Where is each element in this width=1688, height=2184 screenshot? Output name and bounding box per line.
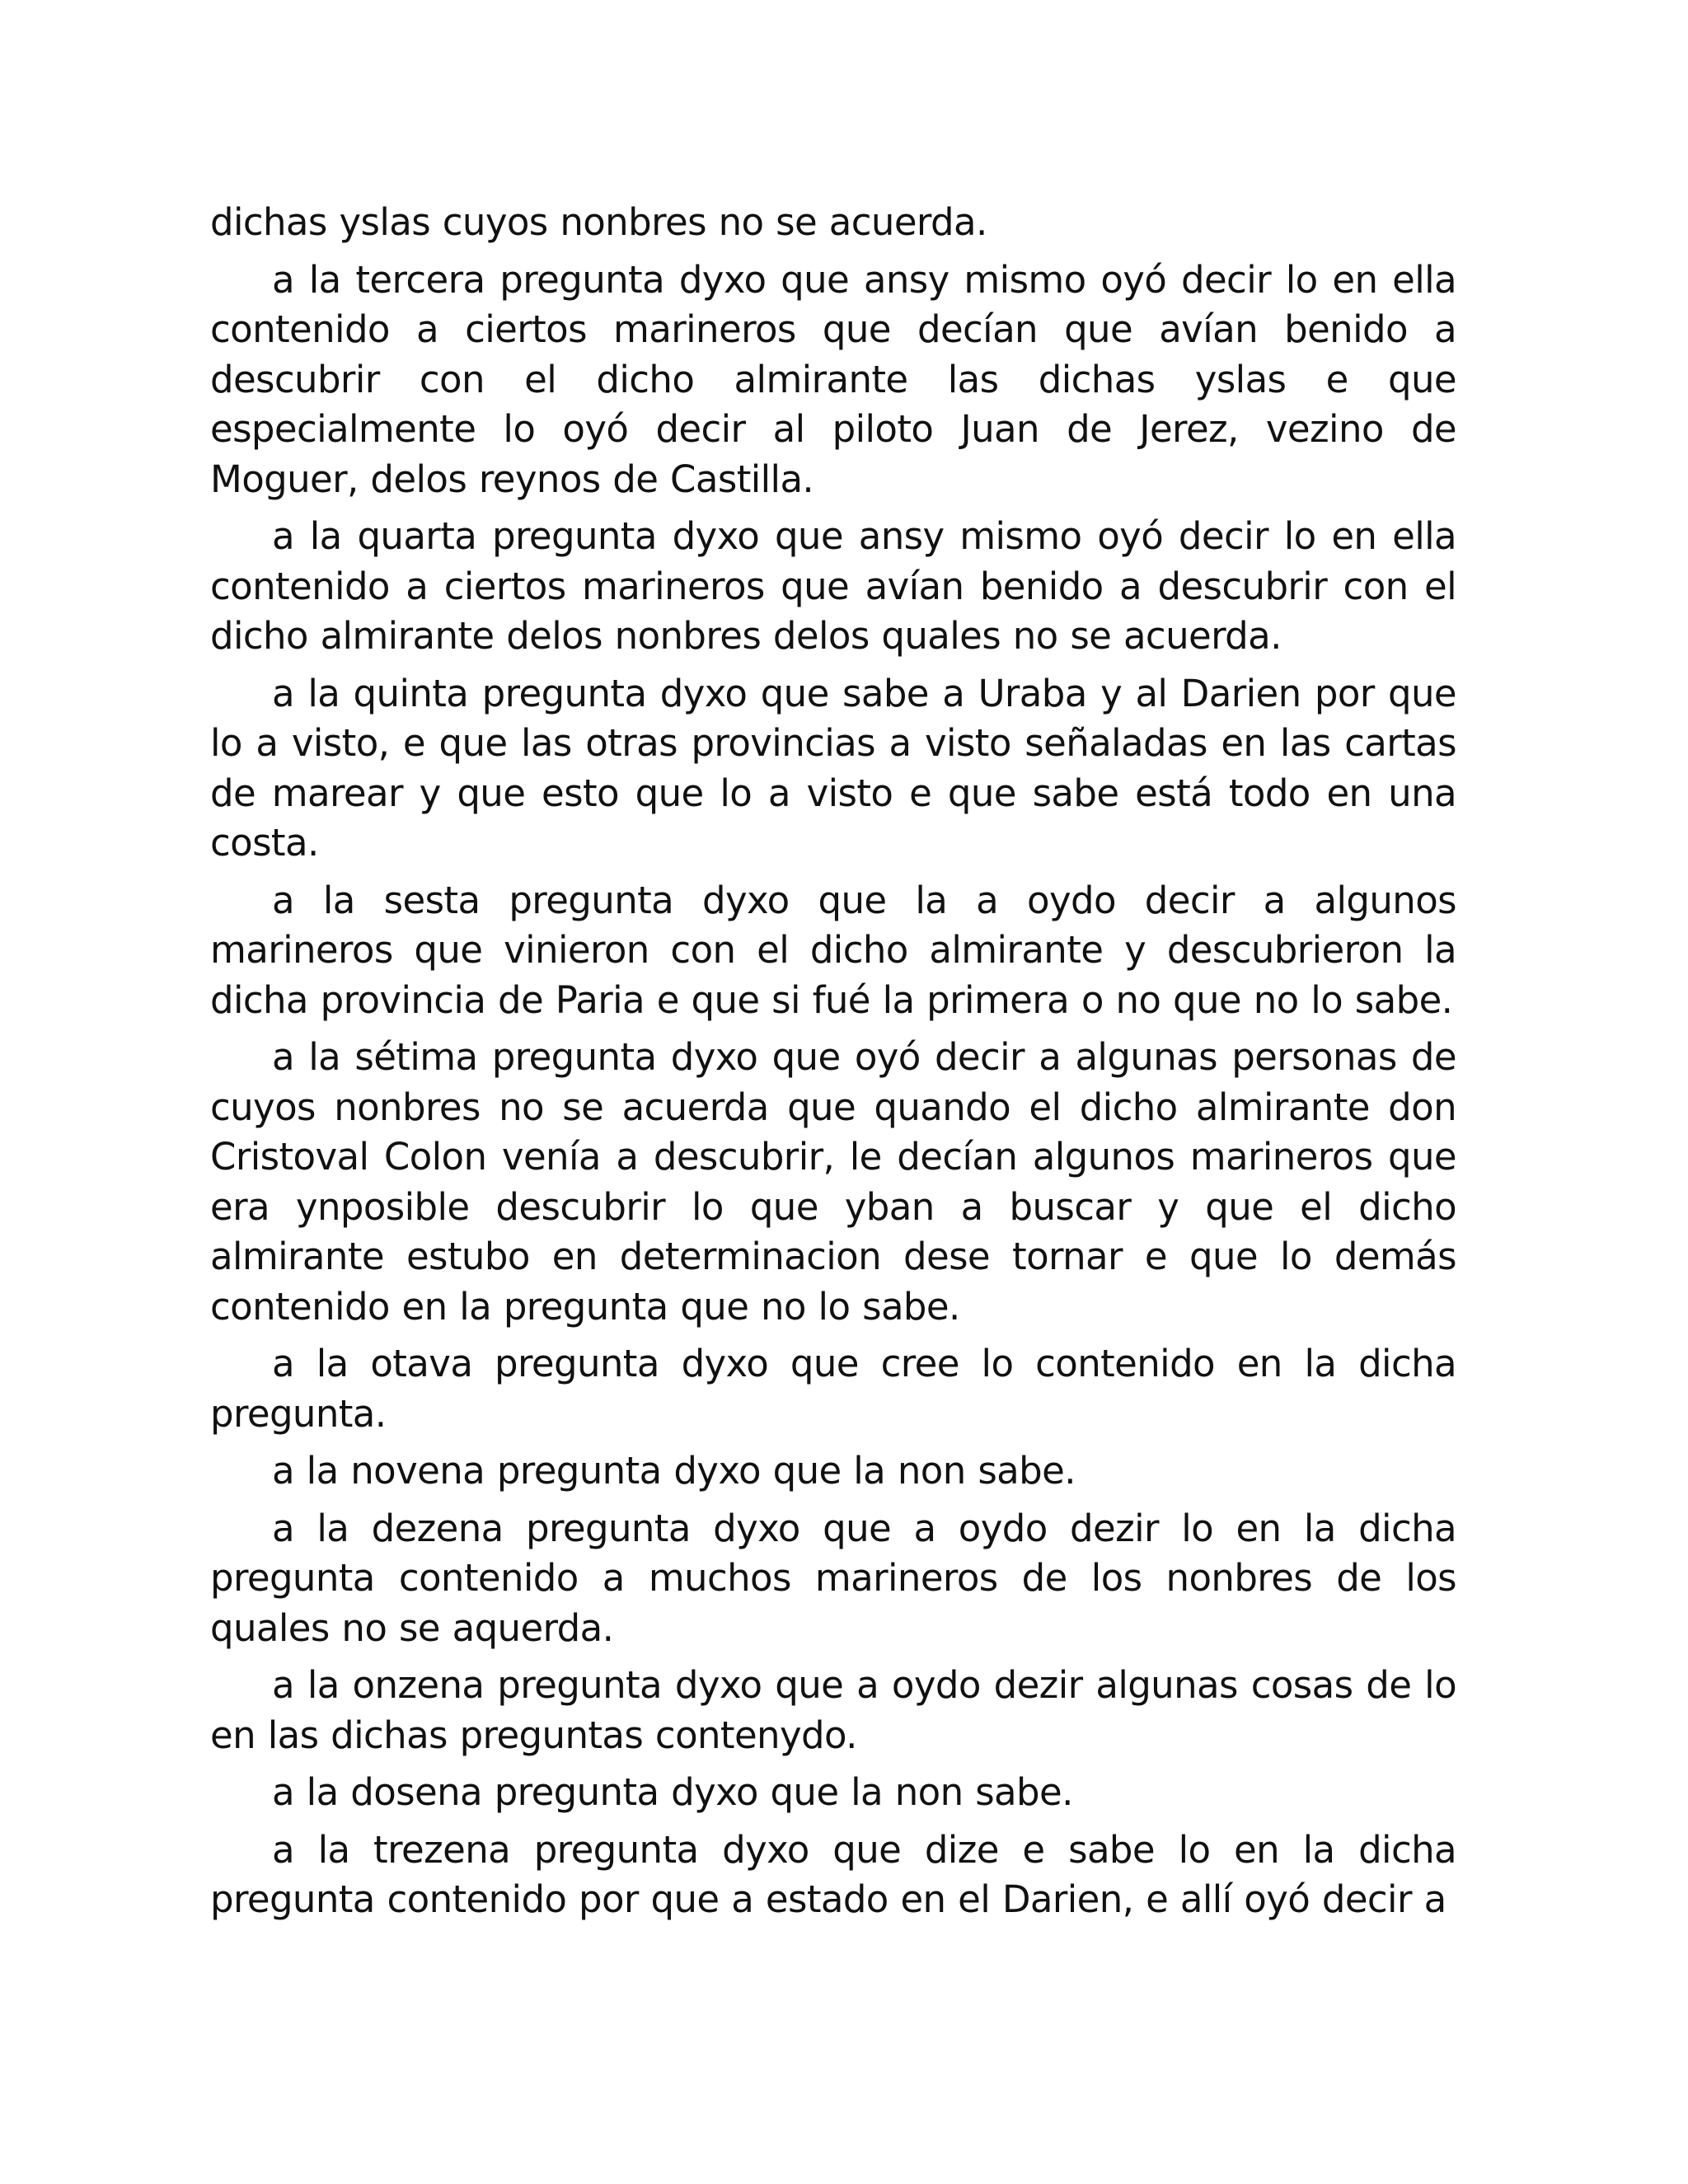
paragraph-tercera: a la tercera pregunta dyxo que ansy mismo oyó decir lo en ella contenido a ciertos marineros que decían que avían benido a descubrir con el dicho almirante las dichas yslas e que especialmente lo oyó decir al piloto Juan de Jerez, vezino de Moguer, delos reynos de Castilla. — [210, 257, 1456, 501]
paragraph-sesta: a la sesta pregunta dyxo que la a oydo decir a algunos marineros que vinieron con el dicho almirante y descubrieron la dicha provincia de Paria e que si fué la primera o no que no lo sabe. — [210, 878, 1456, 1022]
paragraph-continuation: dichas yslas cuyos nonbres no se acuerda. — [210, 200, 987, 244]
paragraph-setima: a la sétima pregunta dyxo que oyó decir a algunas personas de cuyos nonbres no se acuerda que quando el dicho almirante don Cristoval Colon venía a descubrir, le decían algunos marineros que era ynposible descubrir lo que yban a buscar y que el dicho almirante estubo en determinacion dese tornar e que lo demás contenido en la pregunta que no lo sabe. — [210, 1035, 1456, 1329]
paragraph-dosena: a la dosena pregunta dyxo que la non sabe. — [272, 1770, 1073, 1814]
paragraph-otava: a la otava pregunta dyxo que cree lo contenido en la dicha pregunta. — [210, 1342, 1456, 1436]
paragraph-dezena: a la dezena pregunta dyxo que a oydo dezir lo en la dicha pregunta contenido a muchos marineros de los nonbres de los quales no se aquerda. — [210, 1506, 1456, 1650]
paragraph-quinta: a la quinta pregunta dyxo que sabe a Uraba y al Darien por que lo a visto, e que las otras provincias a visto señaladas en las cartas de marear y que esto que lo a visto e que sabe está todo en una costa. — [210, 671, 1456, 865]
document-page — [210, 198, 1456, 1933]
paragraph-quarta: a la quarta pregunta dyxo que ansy mismo oyó decir lo en ella contenido a ciertos marineros que avían benido a descubrir con el dicho almirante delos nonbres delos quales no se acuerda. — [210, 514, 1456, 658]
paragraph-novena: a la novena pregunta dyxo que la non sabe. — [272, 1449, 1076, 1493]
paragraph-trezena: a la trezena pregunta dyxo que dize e sabe lo en la dicha pregunta contenido por que a estado en el Darien, e allí oyó decir a — [210, 1827, 1456, 1921]
paragraph-onzena: a la onzena pregunta dyxo que a oydo dezir algunas cosas de lo en las dichas preguntas contenydo. — [210, 1663, 1456, 1757]
